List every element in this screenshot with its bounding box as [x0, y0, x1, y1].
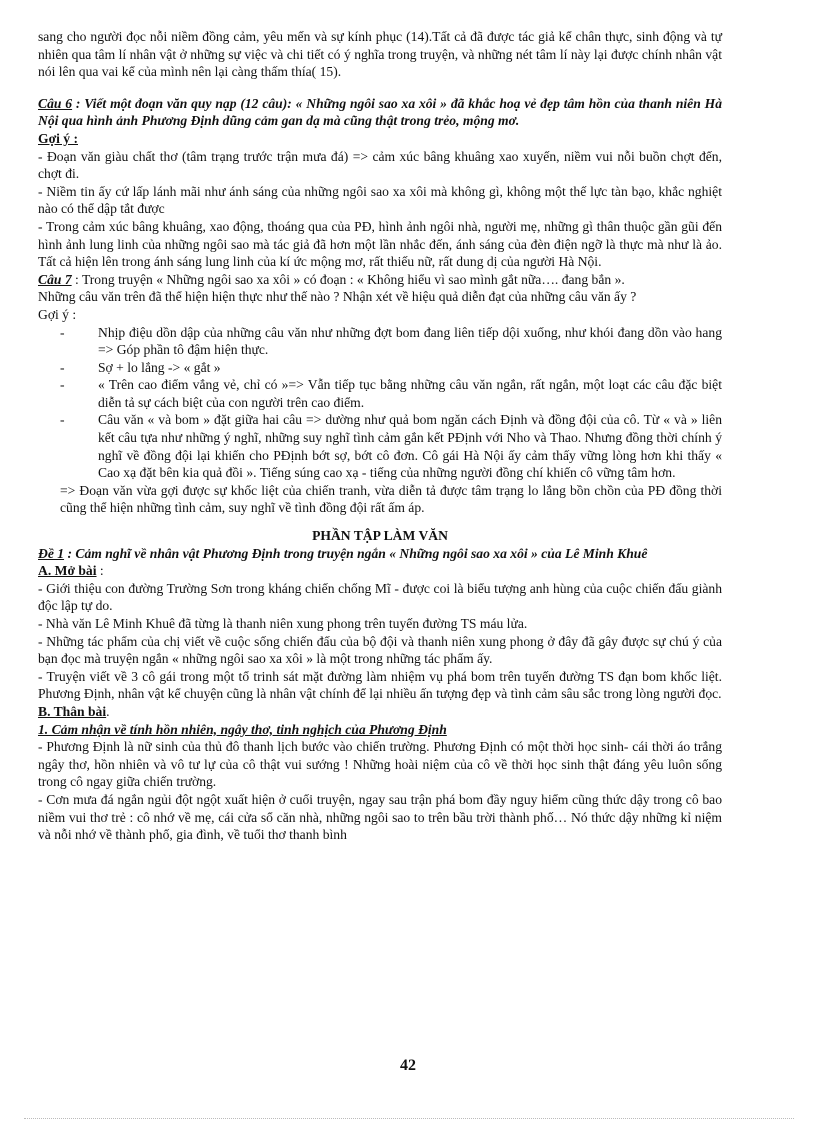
- question-6-label: Câu 6: [38, 95, 73, 111]
- question-6-hint-2: - Niềm tin ấy cứ lấp lánh mãi như ánh sáng của những ngôi sao xa xôi mà không gì, không một thế lực tàn bạo, khắc nghiệt nào có thể dập tắt được: [38, 183, 722, 217]
- body-heading-label: B. Thân bài: [38, 703, 107, 719]
- question-7-text: : Trong truyện « Những ngôi sao xa xôi » có đoạn : « Không hiểu vì sao mình gắt nữa…. đang bắn ».: [71, 271, 625, 287]
- bullet-text: Câu văn « và bom » đặt giữa hai câu => dường như quả bom ngăn cách Định và đồng đội của cô. Từ « và » liên kết câu tựa như những ý nghĩ, những suy nghĩ tình cảm gắn kết PĐịnh với Nho và Thao. Nhưng đồng thời chính ý nghĩ về đồng đội lại khiến cho PĐịnh bớt sợ, bớt cô đơn. Cô gái Hà Nội ấy cảm thấy vững lòng hơn khi thấy « Cao xạ đặt bên kia quả đồi ». Tiếng súng cao xạ - tiếng của những người đồng chí khiến cô vững tâm hơn.: [98, 412, 722, 481]
- intro-point-4: - Truyện viết về 3 cô gái trong một tổ trinh sát mặt đường làm nhiệm vụ phá bom trên tuyến đường TS đạn bom khốc liệt. Phương Định, nhân vật kể chuyện cũng là nhân vật chính để lại nhiều ấn tượng đẹp và tình cảm sâu sắc trong lòng người đọc.: [38, 668, 722, 702]
- question-6-hint-3: - Trong cảm xúc bâng khuâng, xao động, thoáng qua của PĐ, hình ảnh ngôi nhà, người mẹ, những gì thân thuộc gần gũi đến hình ảnh lung linh của những ngôi sao mà tác giả đã hơn một lần nhắc đến, ánh sáng của đèn điện ngỡ là thực mà như là ảo. Tất cả hiện lên trong ánh sáng lung linh của kí ức mộng mơ, rất thiếu nữ, rất dung dị của người Hà Nội.: [38, 218, 722, 270]
- body-point-1: - Phương Định là nữ sinh của thủ đô thanh lịch bước vào chiến trường. Phương Định có một thời học sinh- cái thời áo trắng ngây thơ, hồn nhiên và vô tư lự của cô thật vui sướng ! Những hoài niệm của cô về thời học sinh thật đáng yêu luôn sống trong cô ngay giữa chiến trường.: [38, 739, 722, 790]
- body-heading-suffix: .: [106, 703, 110, 719]
- intro-heading: [38, 562, 722, 580]
- intro-paragraph: sang cho người đọc nỗi niềm đồng cảm, yêu mến và sự kính phục (14).Tất cả đã được tác giả kể chân thực, sinh động và tự nhiên qua tâm lí nhân vật ở những sự việc và chi tiết có ý nghĩa trong truyện, và những nét tâm lí này lại được chính nhân vật nói lên qua vai kể của mình nên lại càng thấm thía( 15).: [38, 29, 722, 80]
- page-number: 42: [400, 1057, 416, 1074]
- body-point-2: - Cơn mưa đá ngắn ngủi đột ngột xuất hiện ở cuối truyện, ngay sau trận phá bom đầy nguy hiểm cũng thức dậy trong cô bao niềm vui thơ trẻ : cô nhớ về mẹ, cái cửa sổ căn nhà, những ngôi sao to trên bầu trời thành phố… Nó thức dậy những kỉ niệm và nỗi nhớ về thành phố, gia đình, về tuổi thơ thanh bình: [38, 791, 722, 843]
- essay-prompt-1-label: Đề 1: [38, 545, 65, 561]
- spacer: [38, 81, 722, 95]
- body-subheading-1: 1. Cảm nhận về tính hồn nhiên, ngây thơ, tinh nghịch của Phương Định: [38, 721, 447, 737]
- intro-point-1: - Giới thiệu con đường Trường Sơn trong kháng chiến chống Mĩ - được coi là biểu tượng anh hùng của cuộc chiến đấu giành độc lập tự do.: [38, 580, 722, 614]
- bullet-text: « Trên cao điểm vắng vẻ, chỉ có »=> Vẫn tiếp tục bằng những câu văn ngắn, rất ngắn, một loạt các câu đặc biệt diễn tả sự cách biệt của con người trên cao điểm.: [98, 377, 722, 410]
- question-7-question: Những câu văn trên đã thể hiện hiện thực như thế nào ? Nhận xét về hiệu quả diễn đạt của những câu văn ấy ?: [38, 289, 637, 305]
- question-7-conclusion: => Đoạn văn vừa gợi được sự khốc liệt của chiến tranh, vừa diễn tả được tâm trạng lo lắng bồn chồn của PĐ đồng thời cũng thể hiện những tình cảm, suy nghĩ về tình đồng đội rất ấm áp.: [60, 482, 722, 516]
- bullet-text: Nhịp điệu dồn dập của những câu văn như những đợt bom đang liên tiếp dội xuống, như khói đang dồn vào hang => Góp phần tô đậm hiện thực.: [98, 324, 722, 358]
- essay-prompt-1: [38, 545, 722, 563]
- question-6-text: : Viết một đoạn văn quy nạp (12 câu): « Những ngôi sao xa xôi » đã khắc hoạ vẻ đẹp tâm hồn của thanh niên Hà Nội qua hình ảnh Phương Định dũng cảm gan dạ mà cũng thật trong trẻo, mộng mơ.: [38, 95, 722, 129]
- list-item: - Câu văn « và bom » đặt giữa hai câu => dường như quả bom ngăn cách Định và đồng đội của cô. Từ « và » liên kết câu tựa như những ý nghĩ, những suy nghĩ tình cảm gắn kết PĐịnh với Nho và Thao. Nhưng đồng thời chính ý nghĩ về đồng đội lại khiến cho PĐịnh bớt sợ, bớt cô đơn. Cô gái Hà Nội ấy cảm thấy vững lòng hơn khi thấy « Cao xạ đặt bên kia quả đồi ». Tiếng súng cao xạ - tiếng của những người đồng chí khiến cô vững tâm hơn.: [60, 412, 722, 481]
- essay-prompt-1-text: : Cảm nghĩ về nhân vật Phương Định trong truyện ngắn « Những ngôi sao xa xôi » của Lê Minh Khuê: [64, 545, 648, 561]
- body-heading: [38, 703, 722, 721]
- list-item: - Sợ + lo lắng -> « gắt »: [60, 359, 221, 375]
- list-item: - Nhịp điệu dồn dập của những câu văn như những đợt bom đang liên tiếp dội xuống, như khói đang dồn vào hang => Góp phần tô đậm hiện thực.: [60, 324, 722, 358]
- section-title: PHẦN TẬP LÀM VĂN: [312, 528, 448, 544]
- intro-heading-label: A. Mở bài: [38, 563, 97, 579]
- intro-point-2: - Nhà văn Lê Minh Khuê đã từng là thanh niên xung phong trên tuyến đường TS máu lửa.: [38, 616, 528, 631]
- question-7-bullet-list: [38, 324, 722, 482]
- bullet-text: Sợ + lo lắng -> « gắt »: [98, 359, 221, 375]
- question-6-hint-label: Gợi ý :: [38, 130, 78, 146]
- question-6: [38, 95, 722, 130]
- question-7-hint-label: Gợi ý :: [38, 306, 77, 322]
- question-6-hint-1: - Đoạn văn giàu chất thơ (tâm trạng trước trận mưa đá) => cảm xúc bâng khuâng xao xuyến, niềm vui nỗi buồn chợt đến, chợt đi.: [38, 148, 722, 182]
- document-body: [38, 28, 722, 844]
- question-7: [38, 271, 722, 289]
- intro-heading-suffix: :: [96, 563, 104, 579]
- list-item: - « Trên cao điểm vắng vẻ, chỉ có »=> Vẫn tiếp tục bằng những câu văn ngắn, rất ngắn, một loạt các câu đặc biệt diễn tả sự cách biệt của con người trên cao điểm.: [60, 377, 722, 410]
- page-bottom-divider: [24, 1118, 794, 1119]
- intro-point-3: - Những tác phẩm của chị viết về cuộc sống chiến đấu của bộ đội và thanh niên xung phong ở đây đã gây được sự chú ý của bạn đọc mà truyện ngắn « những ngôi sao xa xôi » là một trong những tác phẩm ấy.: [38, 633, 722, 667]
- question-7-label: Câu 7: [38, 271, 72, 287]
